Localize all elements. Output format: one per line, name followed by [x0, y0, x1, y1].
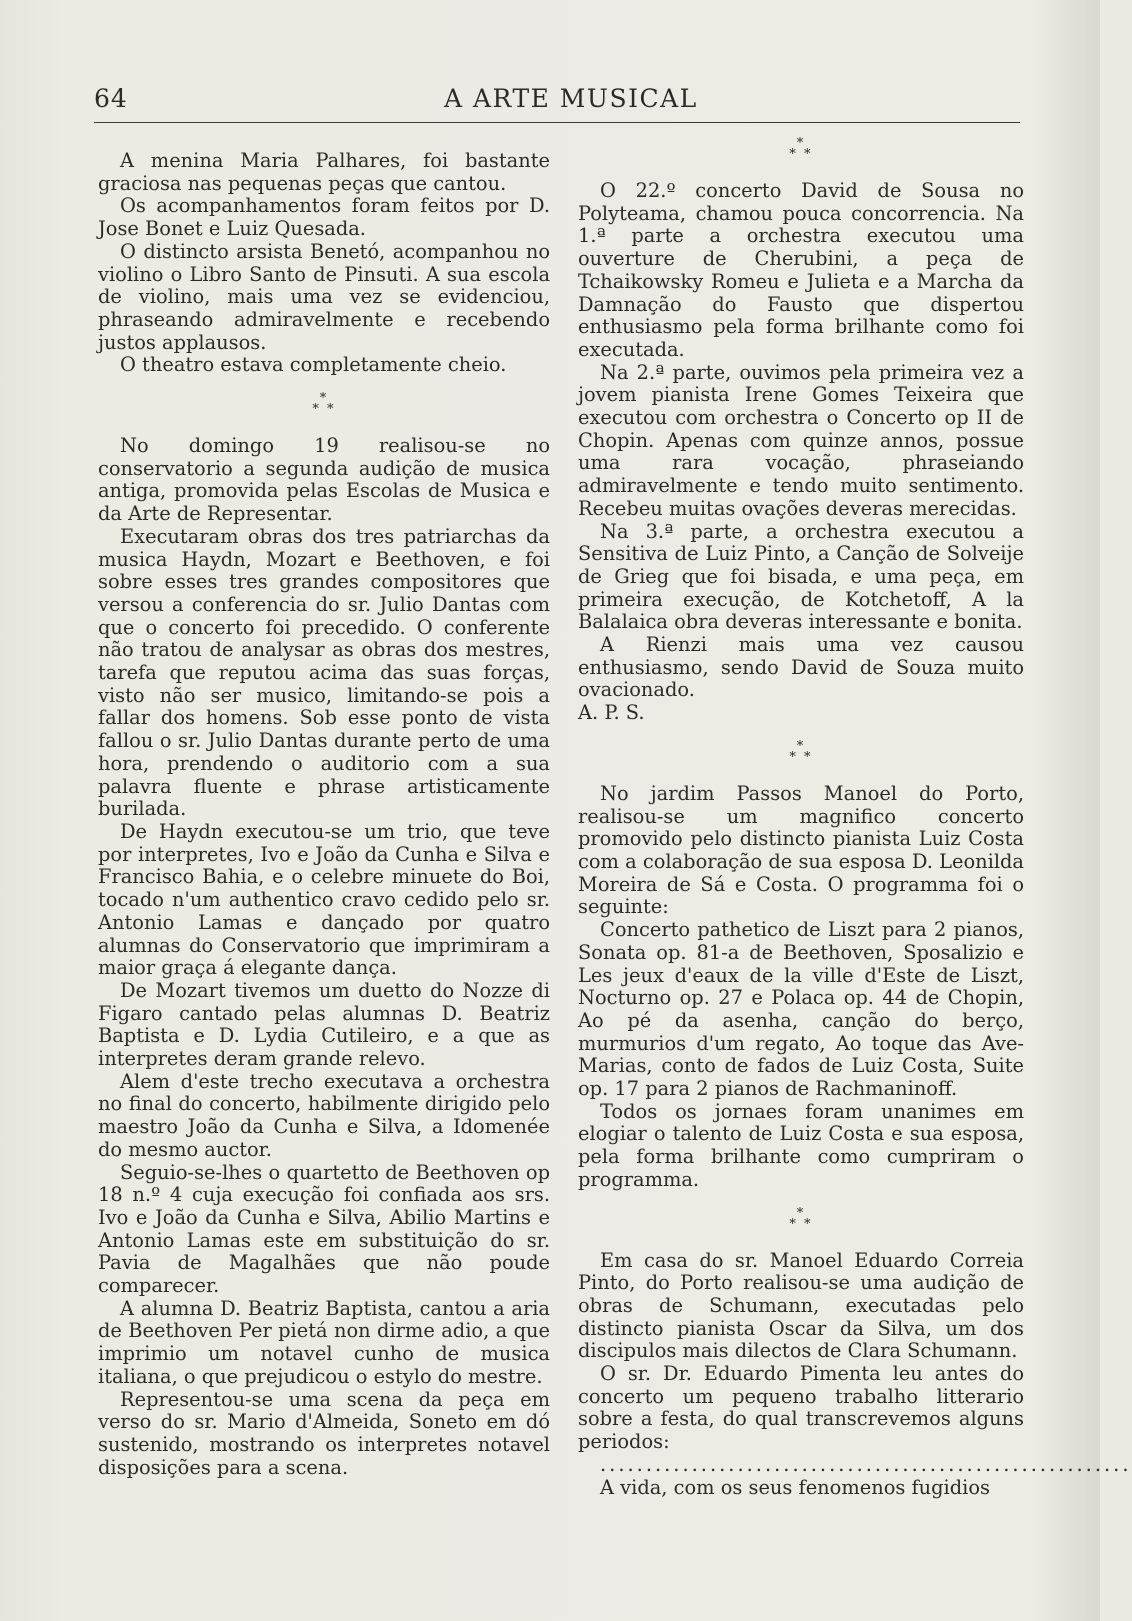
paragraph: A menina Maria Palhares, foi bastante graciosa nas pequenas peças que cantou.: [98, 149, 550, 195]
paragraph: Seguio-se-lhes o quartetto de Beethoven op 18 n.º 4 cuja execução foi confiada aos srs. Ivo e João da Cunha e Silva, Abilio Martins e Antonio Lamas este em substituição do sr. Pavia de Magalhães que não poude comparecer.: [98, 1160, 550, 1298]
separator-stars: * *: [789, 749, 813, 765]
separator-star: *: [796, 136, 806, 151]
paragraph: No jardim Passos Manoel do Porto, realisou-se um magnifico concerto promovido pelo distincto pianista Luiz Costa com a colaboração de sua esposa D. Leonilda Moreira de Sá e Costa. O programma foi o seguinte:: [578, 781, 1024, 919]
publication-title: A ARTE MUSICAL: [444, 84, 698, 113]
paragraph: O 22.º concerto David de Sousa no Polyteama, chamou pouca concorrencia. Na 1.ª parte a orchestra executou uma ouverture de Cherubini, a peça de Tchaikowsky Romeu e Julieta e a Marcha da Damnação do Fausto que dispertou enthusiasmo pela forma brilhante como foi executada.: [578, 179, 1024, 361]
paragraph: A vida, com os seus fenomenos fugidios: [600, 1475, 990, 1499]
paragraph: Os acompanhamentos foram feitos por D. Jose Bonet e Luiz Quesada.: [98, 194, 550, 241]
section-separator: [578, 738, 1024, 765]
paragraph: Na 2.ª parte, ouvimos pela primeira vez a jovem pianista Irene Gomes Teixeira que executou com orchestra o Concerto op II de Chopin. Apenas com quinze annos, possue uma rara vocação, phraseiando admiravelmente e tendo muito sentimento. Recebeu muitas ovações deveras merecidas.: [578, 360, 1024, 520]
section-separator: [98, 391, 550, 418]
paragraph: Concerto pathetico de Liszt para 2 pianos, Sonata op. 81-a de Beethoven, Sposalizio e Les jeux d'eaux de la ville d'Este de Liszt, Nocturno op. 27 e Polaca op. 44 de Chopin, Ao pé da asenha, canção do berço, murmurios d'um regato, Ao toque das Ave-Marias, conto de fados de Luiz Costa, Suite op. 17 para 2 pianos de Rachmaninoff.: [578, 918, 1024, 1101]
section-separator: [578, 1205, 1024, 1232]
separator-stars: * *: [312, 402, 336, 418]
separator-star: *: [796, 1205, 806, 1221]
separator-star: *: [796, 738, 806, 754]
paragraph: Alem d'este trecho executava a orchestra no final do concerto, habilmente dirigido pelo maestro João da Cunha e Silva, a Idomenée do mesmo auctor.: [98, 1069, 550, 1161]
separator-stars: * *: [789, 147, 813, 162]
section-separator: [578, 138, 1024, 160]
ellipsis-line: ..........................................................: [600, 1452, 1132, 1476]
right-column: [578, 136, 1132, 1499]
page-number: 64: [94, 84, 128, 113]
header-rule: [94, 122, 1020, 123]
paragraph: Executaram obras dos tres patriarchas da musica Haydn, Mozart e Beethoven, e foi sobre esses tres grandes compositores que versou a conferencia do sr. Julio Dantas com que o concerto foi precedido. O conferente não tratou de analysar as obras dos mestres, tarefa que reputou acima das suas forças, visto não ser musico, limitando-se pois a fallar dos homens. Sob esse ponto de vista fallou o sr. Julio Dantas durante perto de uma hora, prendendo o auditorio com a sua palavra fluente e phrase artisticamente burilada.: [98, 524, 550, 821]
paragraph: A Rienzi mais uma vez causou enthusiasmo, sendo David de Souza muito ovacionado.: [578, 633, 1024, 702]
paragraph: O sr. Dr. Eduardo Pimenta leu antes do concerto um pequeno trabalho litterario sobre a festa, do qual transcrevemos alguns periodos:: [578, 1362, 1024, 1454]
paragraph: Na 3.ª parte, a orchestra executou a Sensitiva de Luiz Pinto, a Canção de Solveije de Grieg que foi bisada, e uma peça, em primeira execução, de Kotchetoff, A la Balalaica obra deveras interessante e bonita.: [578, 519, 1024, 634]
paragraph: De Haydn executou-se um trio, que teve por interpretes, Ivo e João da Cunha e Silva e Francisco Bahia, e o celebre minuete do Boi, tocado n'um authentico cravo cedido pelo sr. Antonio Lamas e dançado por quatro alumnas do Conservatorio que imprimiram a maior graça á elegante dança.: [98, 819, 550, 980]
separator-star: *: [319, 391, 329, 407]
paragraph: A alumna D. Beatriz Baptista, cantou a aria de Beethoven Per pietá non dirme adio, a que imprimio um notavel cunho de musica italiana, o que prejudicou o estylo do mestre.: [98, 1296, 550, 1388]
paragraph: Em casa do sr. Manoel Eduardo Correia Pinto, do Porto realisou-se uma audição de obras de Schumann, executadas pelo distincto pianista Oscar da Silva, um dos discipulos mais dilectos de Clara Schumann.: [578, 1248, 1024, 1363]
paragraph: Todos os jornaes foram unanimes em elogiar o talento de Luiz Costa e sua esposa, pela forma brilhante como cumpriram o programma.: [578, 1099, 1024, 1191]
paragraph: O distincto arsista Benetó, acompanhou no violino o Libro Santo de Pinsuti. A sua escola de violino, mais uma vez se evidenciou, phraseando admiravelmente e recebendo justos applausos.: [98, 239, 550, 354]
paragraph: No domingo 19 realisou-se no conservatorio a segunda audição de musica antiga, promovida pelas Escolas de Musica e da Arte de Representar.: [98, 434, 550, 526]
paragraph: De Mozart tivemos um duetto do Nozze di Figaro cantado pelas alumnas D. Beatriz Baptista e D. Lydia Cutileiro, e a que as interpretes deram grande relevo.: [98, 978, 550, 1071]
author-signature: A. P. S.: [578, 701, 645, 725]
paragraph: Representou-se uma scena da peça em verso do sr. Mario d'Almeida, Soneto em dó sustenido, mostrando os interpretes notavel disposições para a scena.: [98, 1387, 550, 1479]
separator-stars: * *: [789, 1216, 813, 1232]
left-column: [98, 150, 550, 1479]
paragraph: O theatro estava completamente cheio.: [120, 353, 507, 377]
